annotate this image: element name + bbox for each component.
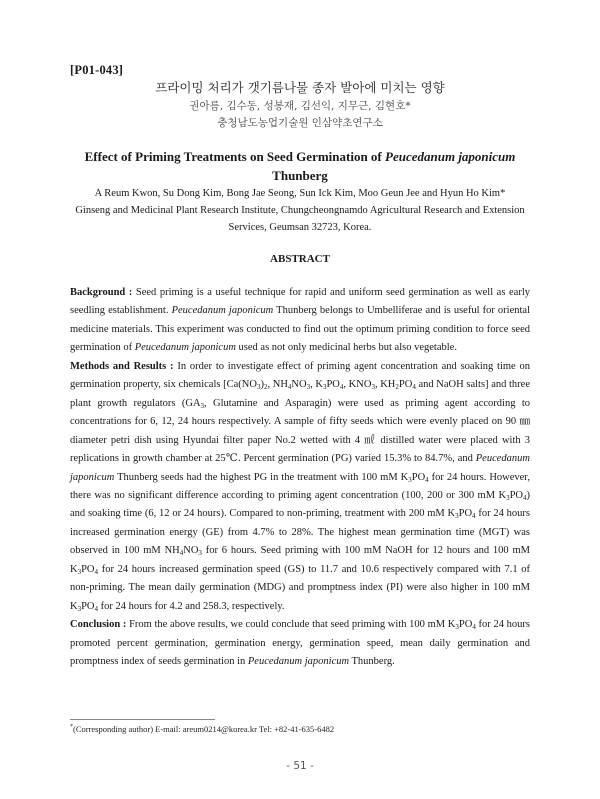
footnote-rule <box>70 719 215 720</box>
footnote-text: (Corresponding author) E-mail: areum0214@korea.kr Tel: +82-41-635-6482 <box>73 724 335 734</box>
english-authors-block <box>70 185 530 236</box>
english-title-end: Thunberg <box>272 168 328 183</box>
english-authors: A Reum Kwon, Su Dong Kim, Bong Jae Seong, Sun Ick Kim, Moo Geun Jee and Hyun Ho Kim* <box>94 188 506 199</box>
methods-paragraph: Methods and Results : In order to investigate effect of priming agent concentration and soaking time on germination property, six chemicals [$Ca(NO_3)_2$, $NH_4NO_3$, $K_3PO_4$, $KNO_3$, $KH_2PO_4$ and NaOH salts] and three plant growth regulators ($GA_3$, Glutamine and Asparagin) were used as priming agent according to concentrations for 6, 12, 24 hours respectively. A sample of fifty seeds which were evenly placed on 90 ㎜ diameter petri dish using Hyundai filter paper No.2 wetted with 4 ㎖ distilled water were placed with 3 replications in growth chamber at 25℃. Percent germination (PG) varied 15.3% to 84.7%, and Peucedanum japonicum Thunberg seeds had the highest PG in the treatment with 100 mM $K_3PO_4$ for 24 hours. However, there was no significant difference according to priming agent concentration (100, 200 or 300 mM $K_3PO_4$) and soaking time (6, 12 or 24 hours). Compared to non-priming, treatment with 200 mM $K_3PO_4$ for 24 hours increased germination energy (GE) from 4.7% to 28%. The highest mean germination time (MGT) was observed in 100 mM $NH_4NO_3$ for 6 hours. Seed priming with 100 mM NaOH for 12 hours and 100 mM $K_3PO_4$ for 24 hours increased germination speed (GS) to 11.7 and 10.6 respectively compared with 7.1 of non-priming. The mean daily germination (MDG) and promptness index (PI) were also higher in 100 mM $K_3PO_4$ for 24 hours for 4.2 and 258.3, respectively. <box>70 360 531 613</box>
english-title-species: Peucedanum japonicum <box>385 149 516 164</box>
footnote: *(Corresponding author) E-mail: areum0214@korea.kr Tel: +82-41-635-6482 <box>70 724 335 734</box>
korean-title: 프라이밍 처리가 갯기름나물 종자 발아에 미치는 영향 <box>155 80 445 95</box>
korean-authors: 권아름, 김수동, 성봉재, 김선익, 지무근, 김현호* <box>189 100 411 112</box>
background-paragraph: Background : Seed priming is a useful technique for rapid and uniform seed germination as well as early seedling establishment. Peucedanum japonicum Thunberg belongs to Umbelliferae and is useful for oriental medicine materials. This experiment was conducted to find out the optimum priming condition to force seed germination of Peucedanum japonicum used as not only medicinal herbs but also vegetable. <box>70 287 531 354</box>
korean-affiliation: 충청남도농업기술원 인삼약초연구소 <box>217 117 383 129</box>
page-number: - 51 - <box>286 760 314 772</box>
conclusion-label: Conclusion : <box>70 619 127 631</box>
methods-label: Methods and Results : <box>70 360 174 372</box>
abstract-heading: ABSTRACT <box>270 253 330 265</box>
english-title <box>40 147 560 185</box>
poster-code: [P01-043] <box>70 63 124 77</box>
conclusion-paragraph: Conclusion : From the above results, we could conclude that seed priming with 100 mM $K_3PO_4$ for 24 hours promoted percent germination, germination energy, germination speed, mean daily germination and promptness index of seeds germination in Peucedanum japonicum Thunberg. <box>70 619 530 668</box>
abstract-body <box>70 284 530 672</box>
english-affiliation: Ginseng and Medicinal Plant Research Institute, Chungcheongnamdo Agricultural Research and Extension Services, Geumsan 32723, Korea. <box>75 205 525 233</box>
english-title-main: Effect of Priming Treatments on Seed Germination of <box>84 149 386 164</box>
background-label: Background : <box>70 287 133 298</box>
